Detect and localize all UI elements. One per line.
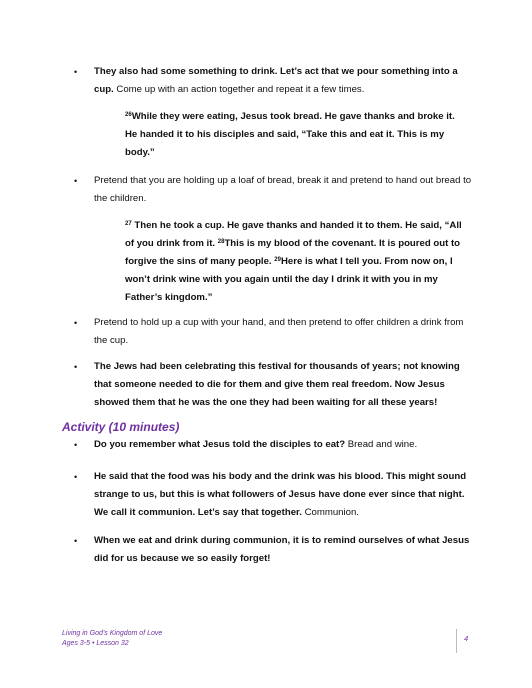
- bullet-item-bread: [74, 172, 474, 208]
- bullet-plain-text: Communion.: [301, 507, 359, 518]
- activity-item-eat: [74, 436, 474, 454]
- bullet-bold-text: He said that the food was his body and the drink was his blood. This might sound strange to us, but this is what followers of Jesus have done ever since that night. We call it communion. Let’s say that together.: [94, 471, 467, 518]
- page-number: 4: [464, 634, 469, 643]
- activity-heading: Activity (10 minutes): [62, 420, 180, 434]
- bullet-text: [94, 468, 474, 522]
- bullet-text: Pretend that you are holding up a loaf of bread, break it and pretend to hand out bread to the children.: [94, 175, 472, 204]
- bullet-icon: •: [74, 362, 78, 372]
- bullet-item-festival: [74, 358, 474, 412]
- bullet-icon: •: [74, 440, 78, 450]
- footer-divider: [456, 629, 457, 653]
- bullet-plain-text: Come up with an action together and repeat it a few times.: [113, 84, 365, 95]
- bullet-item-drink: [74, 63, 474, 99]
- verse-number: 28: [217, 239, 225, 245]
- page-footer: [62, 629, 162, 649]
- verse-text: While they were eating, Jesus took bread. He gave thanks and broke it. He handed it to his disciples and said, “Take this and eat it. This is my body.”: [125, 111, 455, 158]
- verse-number: 26: [125, 112, 132, 118]
- verse-text: Then he took a cup. He gave thanks and handed it to them. He said, “All of you drink from it.: [125, 220, 462, 249]
- scripture-passage-26: [125, 108, 465, 162]
- verse-text: Here is what I tell you. From now on, I won’t drink wine with you again until the day I drink it with you in my Father’s kingdom.”: [125, 256, 453, 303]
- activity-item-communion: [74, 468, 474, 522]
- bullet-text: [94, 436, 474, 454]
- bullet-text: [94, 63, 474, 99]
- bullet-text: When we eat and drink during communion, it is to remind ourselves of what Jesus did for us because we so easily forget!: [94, 535, 470, 564]
- bullet-text: Pretend to hold up a cup with your hand, and then pretend to offer children a drink from the cup.: [94, 317, 464, 346]
- activity-item-remind: [74, 532, 474, 568]
- verse-text: This is my blood of the covenant. It is poured out to forgive the sins of many people.: [125, 238, 461, 267]
- bullet-bold-text: Do you remember what Jesus told the disciples to eat?: [94, 439, 346, 450]
- verse-number: 29: [274, 257, 281, 263]
- verse-number: 27: [125, 221, 132, 227]
- bullet-icon: •: [74, 67, 78, 77]
- bullet-icon: •: [74, 176, 78, 186]
- bullet-plain-text: Bread and wine.: [345, 439, 418, 450]
- bullet-icon: •: [74, 318, 78, 328]
- scripture-passage-27-29: [125, 217, 465, 307]
- bullet-icon: •: [74, 536, 78, 546]
- bullet-bold-text: They also had some something to drink. Let’s act that we pour something into a cup.: [94, 66, 458, 95]
- footer-lesson-info: Ages 3-5 • Lesson 32: [62, 640, 129, 647]
- bullet-item-cup: [74, 314, 474, 350]
- bullet-icon: •: [74, 472, 78, 482]
- bullet-text: The Jews had been celebrating this festival for thousands of years; not knowing that someone needed to die for them and give them real freedom. Now Jesus showed them that he was the one they had been waiting for all these years!: [94, 361, 460, 408]
- footer-series-title: Living in God’s Kingdom of Love: [62, 630, 163, 637]
